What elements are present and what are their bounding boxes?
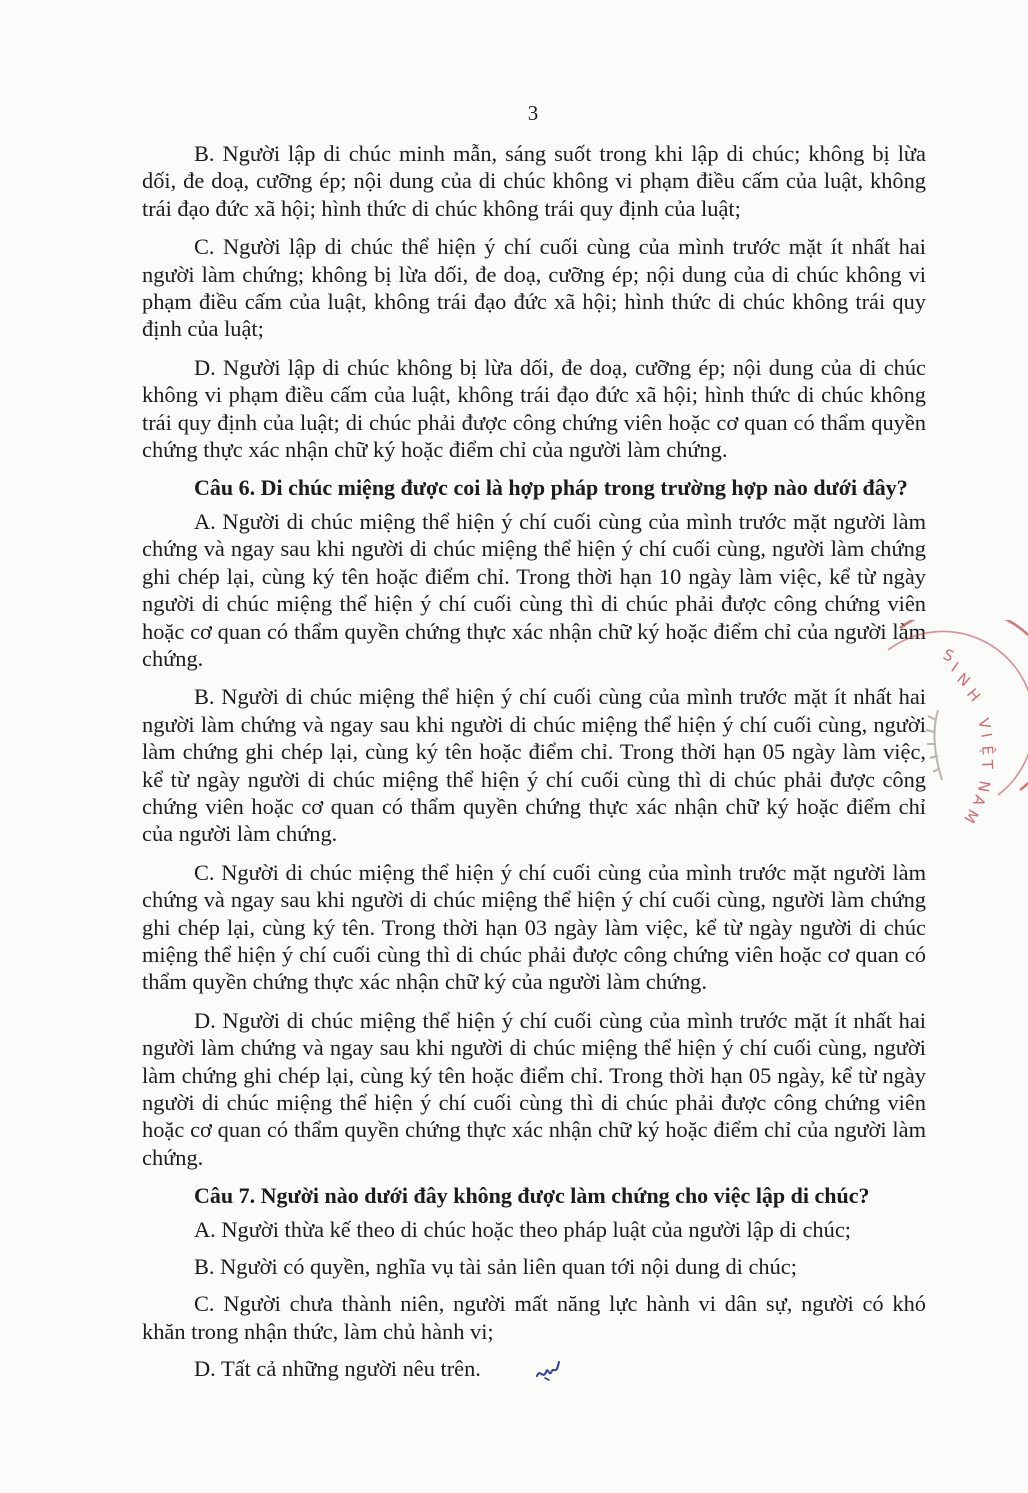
question6-option-a: A. Người di chúc miệng thể hiện ý chí cuối cùng của mình trước mặt người làm chứng và ngay sau khi người di chúc miệng thể hiện ý chí cuối cùng, người làm chứng ghi chép lại, cùng ký tên hoặc điểm chỉ. Trong thời hạn 10 ngày làm việc, kể từ ngày người di chúc miệng thể hiện ý chí cuối cùng thì di chúc phải được công chứng viên hoặc cơ quan có thẩm quyền chứng thực xác nhận chữ ký hoặc điểm chỉ của người làm chứng. bbox=[142, 508, 926, 671]
svg-text:S: S bbox=[940, 645, 957, 666]
page-content bbox=[142, 140, 926, 1399]
seal-emblem bbox=[926, 710, 942, 780]
svg-text:I: I bbox=[947, 658, 962, 676]
question6-option-c: C. Người di chúc miệng thể hiện ý chí cuối cùng của mình trước mặt người làm chứng và ngay sau khi người di chúc miệng thể hiện ý chí cuối cùng, người làm chứng ghi chép lại, cùng ký tên. Trong thời hạn 03 ngày làm việc, kể từ ngày người di chúc miệng thể hiện ý chí cuối cùng thì di chúc phải được công chứng viên hoặc cơ quan có thẩm quyền chứng thực xác nhận chữ ký của người làm chứng. bbox=[142, 859, 926, 995]
svg-text:V: V bbox=[974, 716, 995, 731]
svg-text:T: T bbox=[978, 759, 997, 770]
svg-text:N: N bbox=[953, 669, 974, 691]
question7-option-a: A. Người thừa kế theo di chúc hoặc theo pháp luật của người lập di chúc; bbox=[194, 1216, 851, 1242]
svg-text:I: I bbox=[977, 731, 996, 740]
page-number: 3 bbox=[527, 101, 539, 125]
handwritten-initial bbox=[483, 1358, 563, 1388]
question5-option-b: B. Người lập di chúc minh mẫn, sáng suốt trong khi lập di chúc; không bị lừa dối, đe doạ, cưỡng ép; nội dung của di chúc không vi phạm điều cấm của luật, không trái đạo đức xã hội; hình thức di chúc không trái quy định của luật; bbox=[142, 141, 926, 221]
svg-text:M: M bbox=[960, 806, 983, 827]
question5-option-c: C. Người lập di chúc thể hiện ý chí cuối cùng của mình trước mặt ít nhất hai người làm chứng; không bị lừa dối, đe doạ, cưỡng ép; nội dung của di chúc không vi phạm điều cấm của luật, không trái đạo đức xã hội; hình thức di chúc không trái quy định của luật; bbox=[142, 234, 926, 342]
svg-text:Ệ: Ệ bbox=[978, 744, 997, 756]
question7-option-c: C. Người chưa thành niên, người mất năng lực hành vi dân sự, người có khó khăn trong nhận thức, làm chủ hành vi; bbox=[142, 1291, 926, 1344]
question5-option-d: D. Người lập di chúc không bị lừa dối, đe doạ, cưỡng ép; nội dung của di chúc không vi phạm điều cấm của luật, không trái đạo đức xã hội; hình thức di chúc không trái quy định của luật; di chúc phải được công chứng viên hoặc cơ quan có thẩm quyền chứng thực xác nhận chữ ký hoặc điểm chỉ của người làm chứng. bbox=[142, 354, 926, 463]
seal-text bbox=[940, 645, 997, 826]
question6-title: Câu 6. Di chúc miệng được coi là hợp pháp trong trường hợp nào dưới đây? bbox=[194, 475, 908, 501]
question7-title: Câu 7. Người nào dưới đây không được làm chứng cho việc lập di chúc? bbox=[194, 1183, 870, 1209]
svg-text:A: A bbox=[968, 792, 990, 809]
svg-text:H: H bbox=[962, 685, 984, 706]
question7-option-d-row bbox=[142, 1355, 926, 1388]
svg-text:N: N bbox=[974, 779, 994, 794]
question6-option-d: D. Người di chúc miệng thể hiện ý chí cuối cùng của mình trước mặt ít nhất hai người làm chứng và ngay sau khi người di chúc miệng thể hiện ý chí cuối cùng, người làm chứng ghi chép lại, cùng ký tên hoặc điểm chỉ. Trong thời hạn 05 ngày, kể từ ngày người di chúc miệng thể hiện ý chí cuối cùng thì di chúc phải được công chứng viên hoặc cơ quan có thẩm quyền chứng thực xác nhận chữ ký hoặc điểm chỉ của người làm chứng. bbox=[142, 1007, 926, 1170]
question6-option-b: B. Người di chúc miệng thể hiện ý chí cuối cùng của mình trước mặt ít nhất hai người làm chứng và ngay sau khi người di chúc miệng thể hiện ý chí cuối cùng, người làm chứng ghi chép lại, cùng ký tên hoặc điểm chỉ. Trong thời hạn 05 ngày làm việc, kể từ ngày người di chúc miệng thể hiện ý chí cuối cùng thì di chúc phải được công chứng viên hoặc cơ quan có thẩm quyền chứng thực xác nhận chữ ký hoặc điểm chỉ của người làm chứng. bbox=[142, 684, 926, 847]
question7-option-d: D. Tất cả những người nêu trên. bbox=[194, 1356, 481, 1382]
question7-option-b: B. Người có quyền, nghĩa vụ tài sản liên quan tới nội dung di chúc; bbox=[194, 1254, 797, 1280]
